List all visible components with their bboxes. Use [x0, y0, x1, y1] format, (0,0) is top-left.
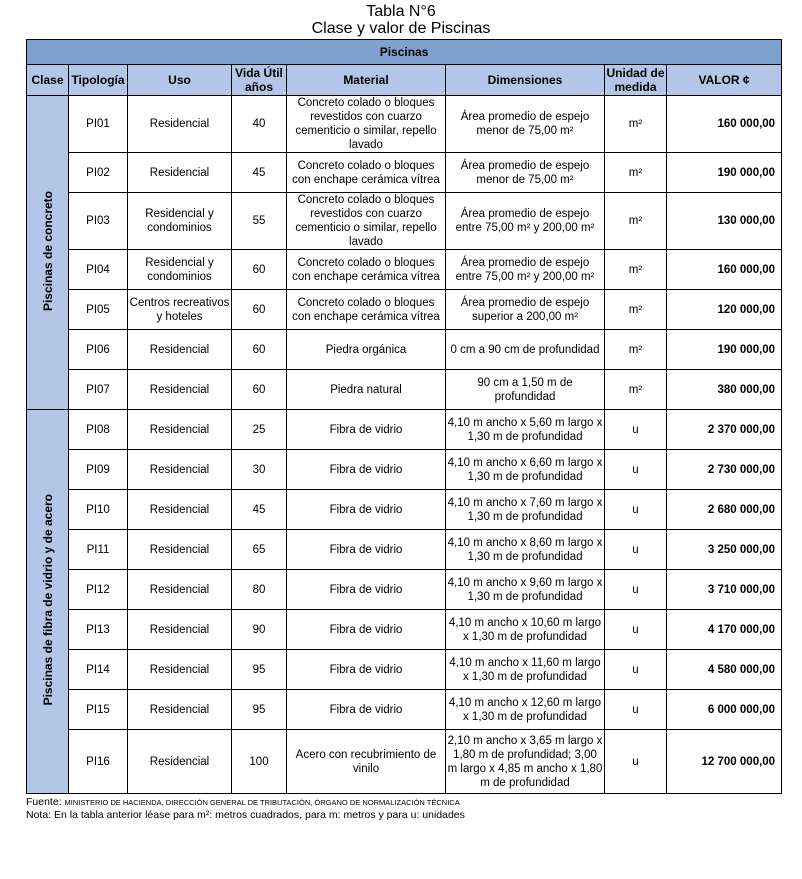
cell-vida-util: 55 — [232, 193, 287, 250]
footer-source — [26, 796, 802, 809]
cell-valor: 4 170 000,00 — [667, 610, 782, 650]
cell-material: Piedra orgánica — [287, 330, 446, 370]
cell-vida-util: 40 — [232, 96, 287, 153]
cell-dimensiones: 0 cm a 90 cm de profundidad — [446, 330, 605, 370]
cell-unidad: m² — [605, 250, 667, 290]
header-clase: Clase — [27, 65, 69, 96]
clase-label-text: Piscinas de concreto — [40, 190, 55, 312]
cell-vida-util: 95 — [232, 650, 287, 690]
cell-material: Fibra de vidrio — [287, 570, 446, 610]
table-row — [27, 96, 782, 153]
table-row — [27, 730, 782, 794]
cell-unidad: m² — [605, 370, 667, 410]
cell-dimensiones: Área promedio de espejo entre 75,00 m² y 200,00 m² — [446, 193, 605, 250]
cell-valor: 120 000,00 — [667, 290, 782, 330]
cell-material: Fibra de vidrio — [287, 690, 446, 730]
cell-unidad: m² — [605, 330, 667, 370]
cell-tipologia: PI06 — [69, 330, 128, 370]
cell-tipologia: PI11 — [69, 530, 128, 570]
cell-valor: 3 250 000,00 — [667, 530, 782, 570]
header-tipologia: Tipología — [69, 65, 128, 96]
cell-dimensiones: Área promedio de espejo menor de 75,00 m² — [446, 96, 605, 153]
cell-unidad: m² — [605, 96, 667, 153]
cell-material: Acero con recubrimiento de vinilo — [287, 730, 446, 794]
cell-unidad: u — [605, 730, 667, 794]
cell-vida-util: 60 — [232, 370, 287, 410]
table-row — [27, 530, 782, 570]
cell-uso: Residencial — [128, 450, 232, 490]
cell-material: Fibra de vidrio — [287, 410, 446, 450]
cell-uso: Residencial y condominios — [128, 193, 232, 250]
cell-material: Piedra natural — [287, 370, 446, 410]
table-row — [27, 450, 782, 490]
cell-valor: 2 730 000,00 — [667, 450, 782, 490]
cell-dimensiones: 4,10 m ancho x 11,60 m largo x 1,30 m de profundidad — [446, 650, 605, 690]
footer-note: Nota: En la tabla anterior léase para m²: metros cuadrados, para m: metros y para u: unidades — [26, 809, 465, 821]
cell-valor: 190 000,00 — [667, 330, 782, 370]
cell-vida-util: 60 — [232, 290, 287, 330]
cell-dimensiones: Área promedio de espejo menor de 75,00 m² — [446, 153, 605, 193]
table-row — [27, 410, 782, 450]
footer-source-label: Fuente: — [26, 796, 62, 808]
table-row — [27, 690, 782, 730]
table-row — [27, 250, 782, 290]
cell-valor: 130 000,00 — [667, 193, 782, 250]
cell-dimensiones: 4,10 m ancho x 12,60 m largo x 1,30 m de profundidad — [446, 690, 605, 730]
cell-uso: Residencial — [128, 96, 232, 153]
cell-uso: Centros recreativos y hoteles — [128, 290, 232, 330]
cell-unidad: u — [605, 610, 667, 650]
cell-tipologia: PI07 — [69, 370, 128, 410]
cell-dimensiones: 4,10 m ancho x 7,60 m largo x 1,30 m de profundidad — [446, 490, 605, 530]
cell-dimensiones: 4,10 m ancho x 10,60 m largo x 1,30 m de profundidad — [446, 610, 605, 650]
clase-label-text: Piscinas de fibra de vidrio y de acero — [40, 494, 55, 706]
cell-material: Concreto colado o bloques con enchape cerámica vítrea — [287, 290, 446, 330]
header-uso: Uso — [128, 65, 232, 96]
cell-tipologia: PI15 — [69, 690, 128, 730]
cell-unidad: u — [605, 650, 667, 690]
cell-material: Fibra de vidrio — [287, 450, 446, 490]
cell-uso: Residencial — [128, 490, 232, 530]
table-row — [27, 290, 782, 330]
cell-tipologia: PI03 — [69, 193, 128, 250]
table-row — [27, 650, 782, 690]
table-row — [27, 153, 782, 193]
cell-uso: Residencial — [128, 730, 232, 794]
cell-tipologia: PI04 — [69, 250, 128, 290]
cell-dimensiones: 4,10 m ancho x 5,60 m largo x 1,30 m de profundidad — [446, 410, 605, 450]
header-valor: VALOR ¢ — [667, 65, 782, 96]
table-body — [27, 96, 782, 794]
header-vida-util: Vida Útil años — [232, 65, 287, 96]
cell-uso: Residencial y condominios — [128, 250, 232, 290]
table-subtitle: Clase y valor de Piscinas — [311, 20, 491, 37]
header-material: Material — [287, 65, 446, 96]
cell-vida-util: 95 — [232, 690, 287, 730]
header-unidad: Unidad de medida — [606, 66, 665, 94]
cell-dimensiones: Área promedio de espejo superior a 200,00 m² — [446, 290, 605, 330]
cell-valor: 190 000,00 — [667, 153, 782, 193]
cell-dimensiones: Área promedio de espejo entre 75,00 m² y 200,00 m² — [446, 250, 605, 290]
cell-tipologia: PI16 — [69, 730, 128, 794]
cell-tipologia: PI01 — [69, 96, 128, 153]
table-row — [27, 610, 782, 650]
table-row — [27, 193, 782, 250]
cell-valor: 4 580 000,00 — [667, 650, 782, 690]
cell-uso: Residencial — [128, 153, 232, 193]
cell-vida-util: 45 — [232, 490, 287, 530]
header-dimensiones: Dimensiones — [446, 65, 605, 96]
cell-valor: 160 000,00 — [667, 250, 782, 290]
cell-material: Concreto colado o bloques revestidos con cuarzo cementicio o similar, repello lavado — [287, 96, 446, 153]
piscinas-table — [26, 39, 782, 794]
cell-material: Concreto colado o bloques con enchape cerámica vítrea — [287, 250, 446, 290]
clase-group-label — [27, 410, 69, 794]
cell-tipologia: PI12 — [69, 570, 128, 610]
cell-dimensiones: 4,10 m ancho x 8,60 m largo x 1,30 m de profundidad — [446, 530, 605, 570]
cell-vida-util: 25 — [232, 410, 287, 450]
cell-vida-util: 90 — [232, 610, 287, 650]
cell-unidad: u — [605, 690, 667, 730]
footer-source-text: MINISTERIO DE HACIENDA, DIRECCIÓN GENERAL DE TRIBUTACIÓN, ÓRGANO DE NORMALIZACIÓN TÉCNICA — [64, 798, 460, 807]
cell-valor: 3 710 000,00 — [667, 570, 782, 610]
cell-tipologia: PI09 — [69, 450, 128, 490]
cell-unidad: u — [605, 450, 667, 490]
cell-valor: 6 000 000,00 — [667, 690, 782, 730]
table-number-title: Tabla N°6 — [366, 3, 436, 20]
cell-uso: Residencial — [128, 410, 232, 450]
cell-unidad: u — [605, 490, 667, 530]
cell-tipologia: PI08 — [69, 410, 128, 450]
cell-material: Concreto colado o bloques revestidos con cuarzo cementicio o similar, repello lavado — [287, 193, 446, 250]
cell-valor: 160 000,00 — [667, 96, 782, 153]
cell-tipologia: PI05 — [69, 290, 128, 330]
cell-tipologia: PI13 — [69, 610, 128, 650]
cell-unidad: m² — [605, 290, 667, 330]
cell-vida-util: 100 — [232, 730, 287, 794]
cell-vida-util: 45 — [232, 153, 287, 193]
cell-uso: Residencial — [128, 610, 232, 650]
cell-unidad: u — [605, 570, 667, 610]
cell-valor: 2 680 000,00 — [667, 490, 782, 530]
table-row — [27, 370, 782, 410]
cell-valor: 2 370 000,00 — [667, 410, 782, 450]
cell-unidad: u — [605, 530, 667, 570]
cell-vida-util: 30 — [232, 450, 287, 490]
cell-tipologia: PI02 — [69, 153, 128, 193]
cell-uso: Residencial — [128, 530, 232, 570]
cell-material: Concreto colado o bloques con enchape cerámica vítrea — [287, 153, 446, 193]
cell-unidad: m² — [605, 153, 667, 193]
table-row — [27, 330, 782, 370]
cell-vida-util: 60 — [232, 250, 287, 290]
cell-tipologia: PI10 — [69, 490, 128, 530]
cell-valor: 12 700 000,00 — [667, 730, 782, 794]
cell-uso: Residencial — [128, 570, 232, 610]
clase-group-label — [27, 96, 69, 410]
cell-vida-util: 80 — [232, 570, 287, 610]
cell-uso: Residencial — [128, 370, 232, 410]
cell-dimensiones: 4,10 m ancho x 9,60 m largo x 1,30 m de profundidad — [446, 570, 605, 610]
cell-dimensiones: 2,10 m ancho x 3,65 m largo x 1,80 m de profundidad; 3,00 m largo x 4,85 m ancho x 1,80 m de profundidad — [446, 730, 605, 794]
cell-vida-util: 60 — [232, 330, 287, 370]
cell-unidad: m² — [605, 193, 667, 250]
cell-material: Fibra de vidrio — [287, 650, 446, 690]
table-row — [27, 490, 782, 530]
cell-valor: 380 000,00 — [667, 370, 782, 410]
cell-dimensiones: 90 cm a 1,50 m de profundidad — [446, 370, 605, 410]
table-row — [27, 570, 782, 610]
cell-tipologia: PI14 — [69, 650, 128, 690]
cell-material: Fibra de vidrio — [287, 610, 446, 650]
cell-unidad: u — [605, 410, 667, 450]
cell-vida-util: 65 — [232, 530, 287, 570]
cell-material: Fibra de vidrio — [287, 530, 446, 570]
cell-uso: Residencial — [128, 690, 232, 730]
cell-dimensiones: 4,10 m ancho x 6,60 m largo x 1,30 m de profundidad — [446, 450, 605, 490]
cell-uso: Residencial — [128, 650, 232, 690]
cell-uso: Residencial — [128, 330, 232, 370]
cell-material: Fibra de vidrio — [287, 490, 446, 530]
table-banner: Piscinas — [27, 40, 782, 65]
